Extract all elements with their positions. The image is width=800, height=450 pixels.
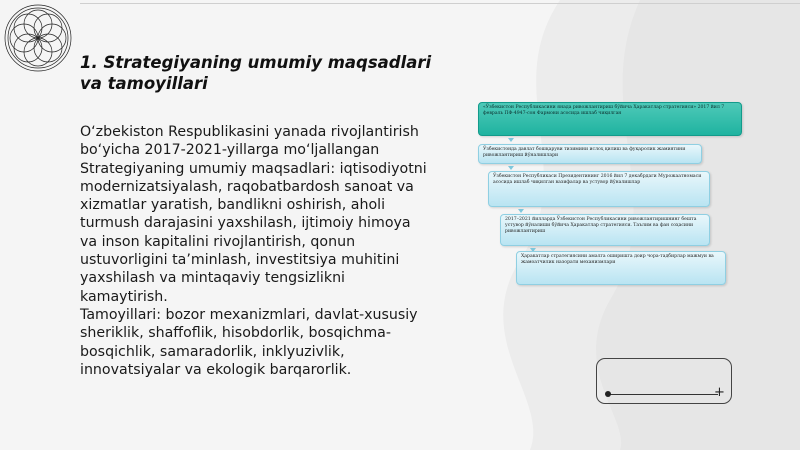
flowchart-box-1: «Ўзбекистон Республикасини янада ривожлантириш бўйича Ҳаракатлар стратегияси» 2017 йил 7 февраль ПФ-4947-сон Фармони асосида ишлаб чиқилган [478, 102, 742, 136]
body-paragraph-principles: Tamoyillari: bozor mexanizmlari, davlat-xususiy sheriklik, shaffoflik, hisobdorlik, bosqichma-bosqichlik, samaradorlik, inklyuzivlik, innovatsiyalar va ekologik barqarorlik. [80, 306, 418, 378]
top-divider-line [80, 3, 800, 4]
plus-icon[interactable]: + [714, 385, 725, 400]
flowchart-box-4: 2017–2021 йилларда Ўзбекистон Республикасини ривожлантиришнинг бешта устувор йўналиши бўйича Ҳаракатлар стратегияси. Таълим ва фан соҳасини ривожлантириш [500, 214, 710, 246]
slider-track [608, 394, 718, 395]
flowchart-arrow-2 [508, 166, 514, 170]
body-paragraph-goals: O‘zbekiston Respublikasini yanada rivojlantirish bo‘yicha 2017-2021-yillarga mo‘ljallangan Strategiyaning umumiy maqsadlari: iqtisodiyotni modernizatsiyalash, raqobatbardosh sanoat va xizmatlar yaratish, bandlikni oshirish, aholi turmush darajasini yaxshilash, ijtimoiy himoya va inson kapitalini rivojlantirish, qonun ustuvorligini ta’minlash, investitsiya muhitini yaxshilash va mintaqaviy tengsizlikni kamaytirish. [80, 124, 427, 305]
flowchart-arrow-3 [518, 209, 524, 213]
flowchart-arrow-1 [508, 138, 514, 142]
slide-body [80, 123, 428, 379]
strategy-flowchart [470, 98, 745, 293]
flowchart-box-5: Ҳаракатлар стратегиясини амалга оширишга доир чора-тадбирлар мажмуи ва жамоатчилик назорати механизмлари [516, 251, 726, 285]
timeline-slider-widget[interactable] [596, 358, 732, 404]
circular-rings-logo-icon [2, 2, 74, 74]
flowchart-box-3: Ўзбекистон Республикаси Президентининг 2016 йил 7 декабрдаги Мурожаатномаси асосида ишлаб чиқилган вазифалар ва устувор йўналишлар [488, 171, 710, 207]
flowchart-box-2: Ўзбекистонда давлат бошқаруви тизимини ислоҳ қилиш ва фуқаролик жамиятини ривожлантириш йўналишлари [478, 144, 702, 164]
dot-icon[interactable] [605, 391, 611, 397]
slide-title: 1. Strategiyaning umumiy maqsadlari va tamoyillari [80, 53, 432, 93]
